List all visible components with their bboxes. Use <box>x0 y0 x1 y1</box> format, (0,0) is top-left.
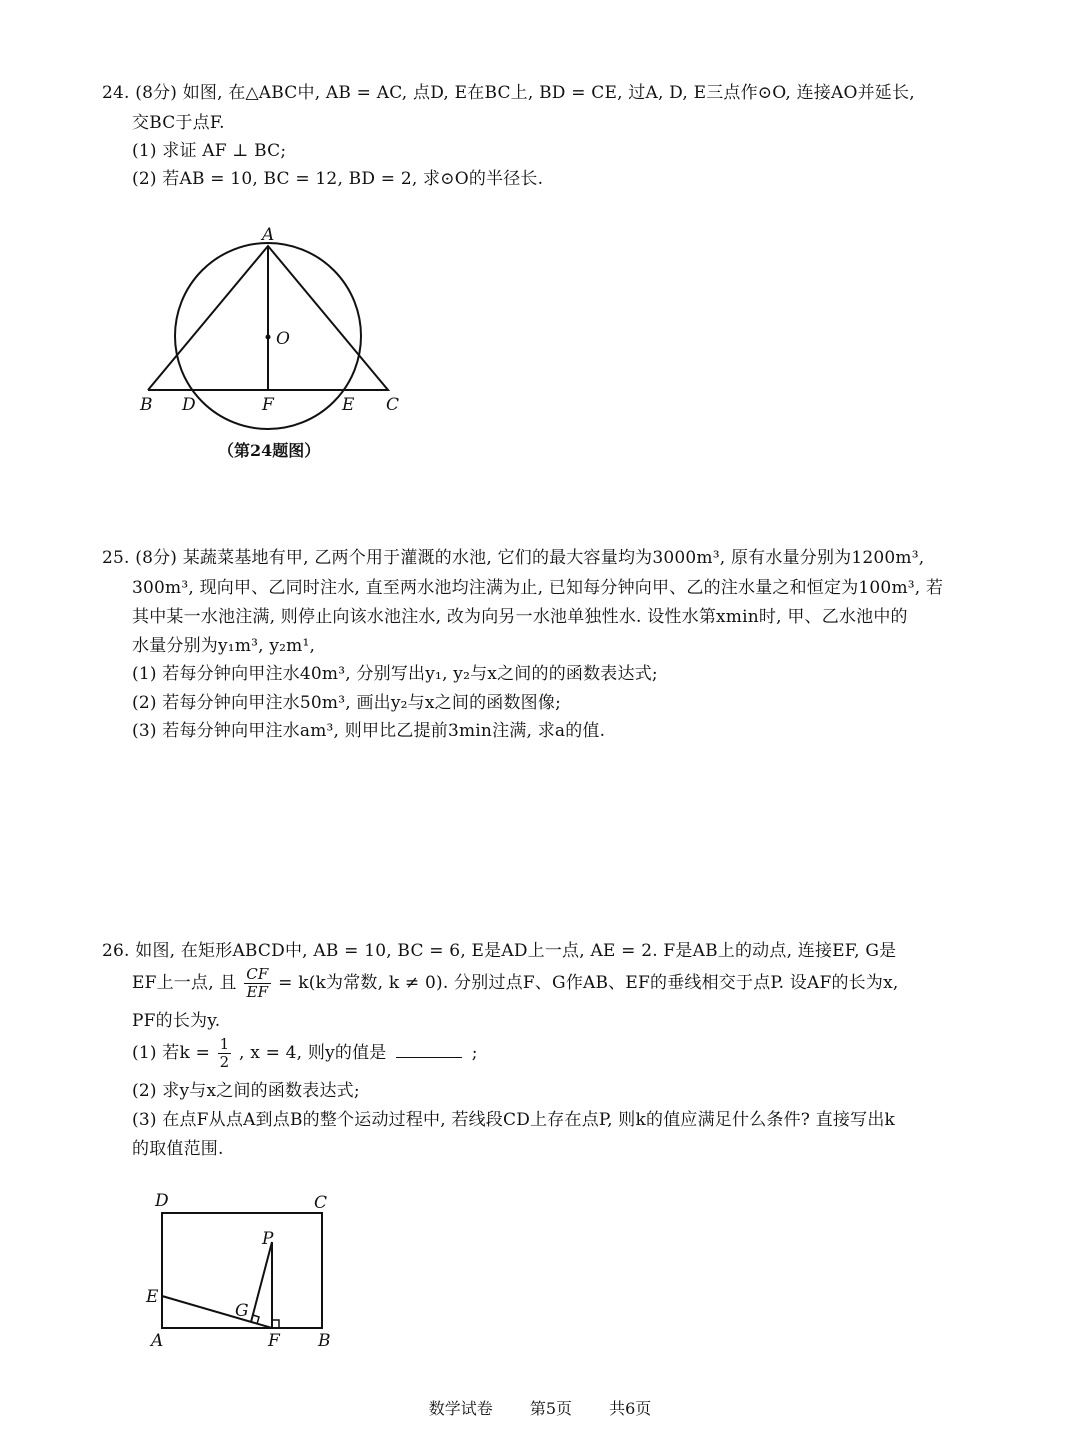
q26-part3-line1: (3) 在点F从点A到点B的整个运动过程中, 若线段CD上存在点P, 则k的值应满足什么条件? 直接写出k <box>132 1110 896 1130</box>
footer-subject: 数学试卷 <box>428 1399 493 1418</box>
q25-part2: (2) 若每分钟向甲注水50m³, 画出y₂与x之间的函数图像; <box>132 693 561 713</box>
q26-part1-end: ; <box>471 1043 478 1063</box>
label-d: D <box>182 395 196 415</box>
label-g: G <box>235 1301 249 1321</box>
ratio-denominator: EF <box>246 983 269 1001</box>
label-d: D <box>155 1191 169 1211</box>
q26-part2: (2) 求y与x之间的函数表达式; <box>132 1081 360 1101</box>
q25-stem-line3: 其中某一水池注满, 则停止向该水池注水, 改为向另一水池单独性水. 设性水第xmin时, 甲、乙水池中的 <box>132 607 908 627</box>
q26-stem-line3: PF的长为y. <box>132 1011 221 1031</box>
q26-stem-line2-end: = k(k为常数, k ≠ 0). 分别过点F、G作AB、EF的垂线相交于点P. 设AF的长为x, <box>278 973 899 993</box>
q26-part1-middle: , x = 4, 则y的值是 <box>239 1043 387 1063</box>
footer-total-pages: 共6页 <box>609 1399 652 1418</box>
q24-stem-line2: 交BC于点F. <box>132 113 225 133</box>
footer-page-number: 第5页 <box>529 1399 572 1418</box>
q25-part1: (1) 若每分钟向甲注水40m³, 分别写出y₁, y₂与x之间的的函数表达式; <box>132 664 658 684</box>
label-c: C <box>314 1193 328 1213</box>
q25-part3: (3) 若每分钟向甲注水am³, 则甲比乙提前3min注满, 求a的值. <box>132 721 606 741</box>
ratio-numerator: CF <box>246 965 269 983</box>
k-denominator: 2 <box>219 1053 230 1071</box>
q24-figure-caption: （第24题图） <box>218 441 321 460</box>
k-numerator: 1 <box>219 1035 230 1053</box>
label-b: B <box>318 1331 331 1351</box>
label-b: B <box>140 395 153 415</box>
q25-stem-line1: 25. (8分) 某蔬菜基地有甲, 乙两个用于灌溉的水池, 它们的最大容量均为3000m³, 原有水量分别为1200m³, <box>102 548 925 568</box>
q24-part2: (2) 若AB = 10, BC = 12, BD = 2, 求⊙O的半径长. <box>132 169 544 189</box>
label-c: C <box>386 395 400 415</box>
label-f: F <box>268 1331 280 1351</box>
q26-part3-line2: 的取值范围. <box>132 1139 224 1159</box>
q24-part1: (1) 求证 AF ⊥ BC; <box>132 141 287 161</box>
label-p: P <box>262 1229 274 1249</box>
label-e: E <box>342 395 355 415</box>
q26-stem-line1: 26. 如图, 在矩形ABCD中, AB = 10, BC = 6, E是AD上一点, AE = 2. F是AB上的动点, 连接EF, G是 <box>102 941 897 961</box>
right-angle-mark-f <box>272 1320 279 1328</box>
label-a: A <box>151 1331 164 1351</box>
label-e: E <box>146 1287 159 1307</box>
q26-stem-line2-start: EF上一点, 且 <box>132 973 237 993</box>
page-footer <box>0 1396 1080 1419</box>
segment-ef <box>162 1296 272 1328</box>
label-f: F <box>262 395 274 415</box>
segment-pg <box>251 1242 272 1322</box>
q25-stem-line2: 300m³, 现向甲、乙同时注水, 直至两水池均注满为止, 已知每分钟向甲、乙的注水量之和恒定为100m³, 若 <box>132 578 944 598</box>
q25-stem-line4: 水量分别为y₁m³, y₂m¹, <box>132 636 316 656</box>
label-a: A <box>262 225 275 245</box>
q24-stem-line1: 24. (8分) 如图, 在△ABC中, AB = AC, 点D, E在BC上, BD = CE, 过A, D, E三点作⊙O, 连接AO并延长, <box>102 83 915 103</box>
label-o: O <box>276 329 290 349</box>
q26-part1-start: (1) 若k = <box>132 1043 211 1063</box>
